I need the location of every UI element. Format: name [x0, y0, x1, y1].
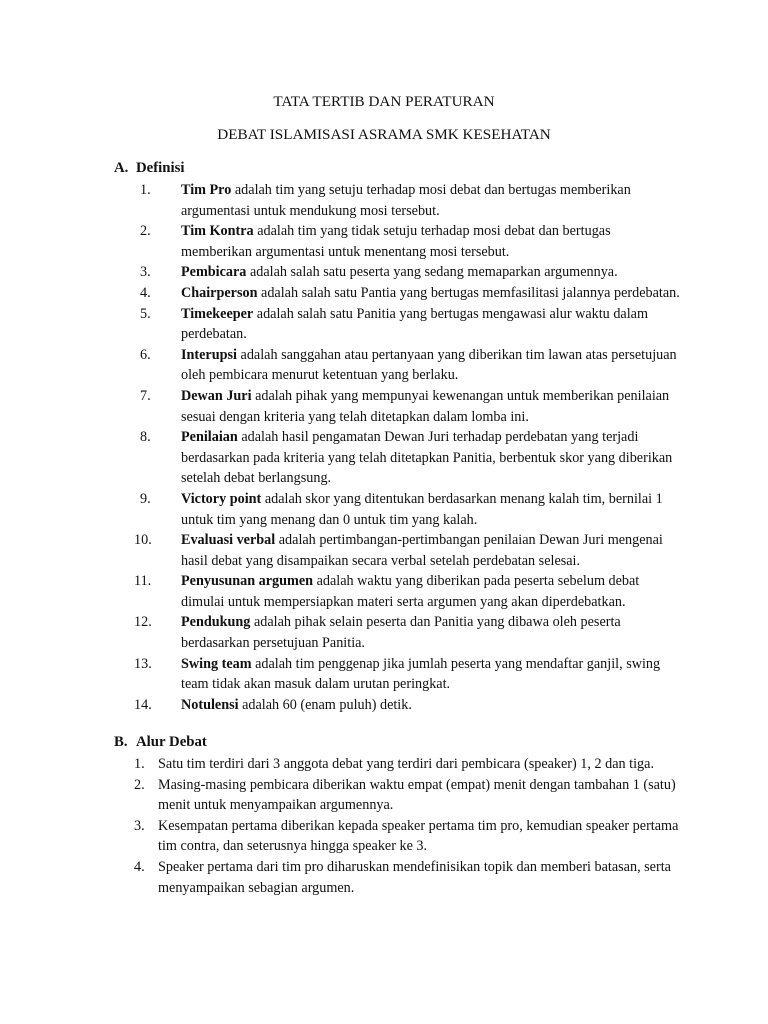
section-b-letter: B.	[114, 734, 128, 750]
procedure-list	[0, 754, 768, 898]
item-number: 14.	[134, 696, 152, 713]
section-a-title: Definisi	[136, 160, 185, 176]
definition-list	[0, 180, 768, 715]
item-term: Tim Pro	[181, 182, 232, 198]
item-text: adalah tim penggenap jika jumlah peserta yang mendaftar ganjil, swing team tidak akan masuk dalam urutan peringkat.	[181, 655, 661, 693]
list-item	[0, 695, 768, 716]
item-text: adalah salah satu peserta yang sedang memaparkan argumennya.	[246, 264, 618, 281]
item-number: 10.	[134, 532, 152, 549]
item-text: adalah 60 (enam puluh) detik.	[238, 696, 412, 713]
item-number: 1.	[140, 182, 151, 198]
item-term: Dewan Juri	[181, 387, 252, 404]
item-text: adalah waktu yang diberikan pada peserta sebelum debat dimulai untuk mempersiapkan materi serta argumen yang akan diperdebatkan.	[181, 573, 640, 610]
item-number: 2.	[140, 223, 151, 240]
item-text: Satu tim terdiri dari 3 anggota debat yang terdiri dari pembicara (speaker) 1, 2 dan tiga.	[158, 756, 654, 772]
item-term: Notulensi	[181, 696, 239, 713]
item-number: 4.	[134, 858, 145, 875]
item-number: 11.	[134, 573, 152, 590]
item-term: Timekeeper	[181, 305, 254, 322]
section-a-heading	[114, 160, 185, 177]
item-number: 3.	[140, 264, 151, 281]
list-item	[0, 427, 768, 489]
list-item	[0, 530, 768, 571]
item-text: adalah pertimbangan-pertimbangan penilaian Dewan Juri mengenai hasil debat yang disampaikan secara verbal setelah perdebatan selesai.	[181, 532, 663, 569]
section-b-title: Alur Debat	[136, 734, 207, 750]
item-number: 13.	[134, 655, 152, 672]
item-number: 7.	[140, 387, 151, 404]
list-item	[0, 386, 768, 427]
item-text: Masing-masing pembicara diberikan waktu empat (empat) menit dengan tambahan 1 (satu) menit untuk menyampaikan argumennya.	[158, 776, 676, 814]
item-term: Swing team	[181, 655, 252, 672]
item-text: adalah pihak yang mempunyai kewenangan untuk memberikan penilaian sesuai dengan kriteria yang telah ditetapkan dalam lomba ini.	[181, 387, 670, 425]
item-number: 1.	[134, 756, 145, 772]
section-b-heading	[114, 734, 207, 751]
item-text: Kesempatan pertama diberikan kepada speaker pertama tim pro, kemudian speaker pertama tim contra, dan seterusnya hingga speaker ke 3.	[158, 817, 679, 855]
item-term: Victory point	[181, 490, 262, 507]
item-number: 8.	[140, 429, 151, 446]
item-number: 12.	[134, 614, 152, 631]
item-term: Interupsi	[181, 346, 237, 363]
list-item	[0, 283, 768, 304]
item-term: Pendukung	[181, 614, 251, 631]
section-a-letter: A.	[114, 160, 129, 176]
item-number: 9.	[140, 490, 151, 507]
item-text: adalah skor yang ditentukan berdasarkan menang kalah tim, bernilai 1 untuk tim yang menang dan 0 untuk tim yang kalah.	[181, 490, 663, 528]
list-item	[0, 262, 768, 283]
list-item	[0, 816, 768, 857]
item-text: adalah pihak selain peserta dan Panitia yang dibawa oleh peserta berdasarkan persetujuan Panitia.	[181, 614, 621, 652]
item-number: 4.	[140, 284, 151, 301]
item-number: 5.	[140, 305, 151, 322]
list-item	[0, 180, 768, 221]
list-item	[0, 775, 768, 816]
item-text: adalah salah satu Pantia yang bertugas memfasilitasi jalannya perdebatan.	[257, 284, 680, 301]
list-item	[0, 345, 768, 386]
item-term: Penilaian	[181, 429, 238, 446]
item-text: adalah sanggahan atau pertanyaan yang diberikan tim lawan atas persetujuan oleh pembicara menurut ketentuan yang berlaku.	[181, 346, 677, 384]
item-term: Evaluasi verbal	[181, 532, 276, 549]
item-text: Speaker pertama dari tim pro diharuskan mendefinisikan topik dan memberi batasan, serta menyampaikan sebagian argumen.	[158, 858, 671, 896]
list-item	[0, 571, 768, 612]
document-subtitle: DEBAT ISLAMISASI ASRAMA SMK KESEHATAN	[217, 126, 551, 143]
document-title: TATA TERTIB DAN PERATURAN	[273, 93, 495, 110]
item-number: 3.	[134, 817, 145, 834]
list-item	[0, 654, 768, 695]
list-item	[0, 857, 768, 898]
item-term: Tim Kontra	[181, 223, 254, 240]
item-text: adalah tim yang tidak setuju terhadap mosi debat dan bertugas memberikan argumentasi untuk menentang mosi tersebut.	[181, 223, 611, 260]
item-number: 6.	[140, 346, 151, 363]
list-item	[0, 304, 768, 345]
list-item	[0, 489, 768, 530]
item-text: adalah salah satu Panitia yang bertugas mengawasi alur waktu dalam perdebatan.	[181, 305, 648, 343]
item-text: adalah hasil pengamatan Dewan Juri terhadap perdebatan yang terjadi berdasarkan pada kriteria yang telah ditetapkan Panitia, berbentuk skor yang diberikan setelah debat berlangsung.	[181, 429, 673, 487]
list-item	[0, 612, 768, 653]
item-term: Penyusunan argumen	[181, 573, 314, 590]
item-number: 2.	[134, 776, 145, 793]
item-text: adalah tim yang setuju terhadap mosi debat dan bertugas memberikan argumentasi untuk mendukung mosi tersebut.	[181, 182, 631, 219]
list-item	[0, 754, 768, 775]
item-term: Chairperson	[181, 284, 258, 301]
item-term: Pembicara	[181, 264, 247, 281]
list-item	[0, 221, 768, 262]
